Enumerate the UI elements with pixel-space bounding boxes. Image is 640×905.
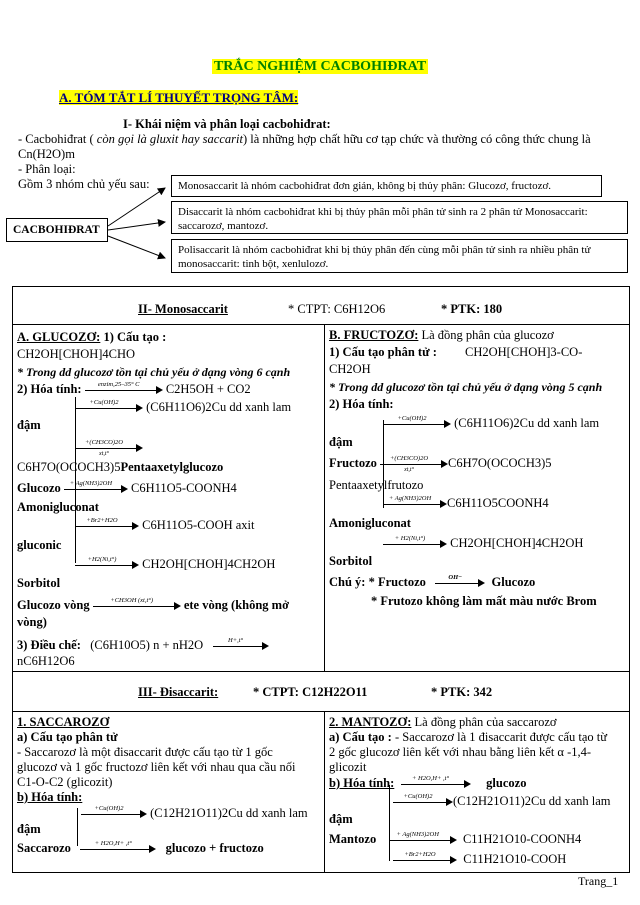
fructozo-cautao: 1) Cấu tạo phân tử : CH2OH[CHOH]3-CO- (329, 345, 583, 359)
part1-line2: Cn(H2O)m (18, 147, 75, 161)
glucozo-r4: Glucozo + Ag(NH3)2OH C6H11O5-COONH4 (17, 479, 237, 495)
glucozo-formula: CH2OH[CHOH]4CHO (17, 347, 136, 361)
fructozo-r2: Fructozo +(CH3CO)2O xt,t° C6H7O(OCOCH3)5 (329, 454, 552, 473)
saccarozo-r2: Saccarozo + H2O,H+ ,t° glucozo + fructozo (17, 839, 264, 855)
glucozo-amoni: Amonigluconat (17, 500, 99, 514)
glucozo-dam: đậm (17, 418, 41, 432)
saccarozo-d2: glucozơ và 1 gốc fructozơ liên kết với nhau qua cầu nối (17, 760, 296, 774)
fructozo-formula2: CH2OH (329, 362, 371, 376)
polisaccarit-box: Polisaccarit là nhóm cacbohiđrat khi bị thủy phân đến cùng mỗi phân tử sinh ra nhiều phân tử monosaccarit: tinh bột, xenlulozơ. (171, 239, 628, 273)
glucozo-r7: Glucozo vòng +CH3OH (xt,t°) ete vòng (không mở (17, 596, 290, 612)
glucozo-note: * Trong dd glucozơ tồn tại chủ yếu ở dạng vòng 6 cạnh (17, 365, 291, 379)
fructozo-r4: + H2(Ni,t°) CH2OH[CHOH]4CH2OH (383, 535, 583, 552)
mantozo-cautao: a) Cấu tạo : - Saccarozơ là 1 đisaccarit được cấu tạo từ (329, 730, 608, 744)
section-a-heading: A. TÓM TẮT LÍ THUYẾT TRỌNG TÂM: (59, 90, 299, 105)
classification-arrows (0, 0, 640, 300)
fructozo-tinh: 2) Hóa tính: (329, 397, 394, 411)
part1-line1: - Cacbohiđrat ( còn gọi là gluxit hay saccarit) là những hợp chất hữu cơ tạp chức và thường có công thức chung là (18, 132, 591, 146)
mantozo-d3: glicozit (329, 760, 367, 774)
part1-line4: Gồm 3 nhóm chủ yếu sau: (18, 177, 150, 191)
mantozo-dam: đậm (329, 812, 353, 826)
fructozo-amoni: Amonigluconat (329, 516, 411, 530)
glucozo-dieuche: 3) Điều chế: (C6H10O5) n + nH2O H+,t° (17, 637, 269, 654)
mantozo-r3: Mantozo + Ag(NH3)2OH C11H21O10-COONH4 (329, 830, 582, 846)
disaccarit-box: Disaccarit là nhóm cacbohiđrat khi bị thủy phân mỗi phân tử sinh ra 2 phân tử Monosaccarit: saccarozơ, mantozơ. (171, 201, 628, 234)
di-ptk: * PTK: 342 (431, 685, 493, 699)
di-ctpt: * CTPT: C12H22O11 (253, 685, 368, 699)
mono-ptk: * PTK: 180 (441, 302, 503, 316)
mantozo-r4: +Br2+H2O C11H21O10-COOH (393, 851, 566, 868)
page-footer: Trang_1 (578, 874, 619, 888)
glucozo-vong2: vòng) (17, 615, 47, 629)
di-heading: III- Đisaccarit: (138, 685, 219, 699)
glucozo-r5: +Br2+H2O C6H11O5-COOH axit (75, 517, 255, 534)
part1-line3: - Phân loại: (18, 162, 76, 176)
saccarozo-dam: đậm (17, 822, 41, 836)
fructozo-chuy: Chú ý: * Fructozo OH− Glucozo (329, 573, 536, 589)
glucozo-r3-arrow: +(CH3CO)2O xt,t° (75, 439, 143, 456)
glucozo-r6: +H2(Ni,t°) CH2OH[CHOH]4CH2OH (75, 556, 275, 573)
saccarozo-r1: +Cu(OH)2 (C12H21O11)2Cu dd xanh lam (81, 805, 308, 822)
saccarozo-tinh: b) Hóa tính: (17, 790, 83, 804)
saccarozo-heading: 1. SACCAROZƠ (17, 715, 110, 729)
fructozo-penta: Pentaaxetylfrutozo (329, 478, 424, 492)
fructozo-note: * Trong dd glucozơ tồn tại chủ yếu ở dạng vòng 5 cạnh (329, 380, 603, 394)
glucozo-r2: +Cu(OH)2 (C6H11O6)2Cu dd xanh lam (75, 399, 291, 416)
saccarozo-d3: C1-O-C2 (glicozit) (17, 775, 113, 789)
fructozo-r1: +Cu(OH)2 (C6H11O6)2Cu dd xanh lam (383, 415, 599, 432)
fructozo-sorbitol: Sorbitol (329, 554, 373, 568)
glucozo-r3: C6H7O(OCOCH3)5Pentaaxetylglucozo (17, 460, 224, 474)
saccarozo-cautao: a) Cấu tạo phân tử (17, 730, 118, 744)
page-title: TRẮC NGHIỆM CACBOHIĐRAT (213, 59, 427, 74)
content-table (12, 286, 630, 873)
part1-heading: I- Khái niệm và phân loại cacbohiđrat: (123, 117, 331, 131)
fructozo-dam: đậm (329, 435, 353, 449)
glucozo-dieuche-prod: nC6H12O6 (17, 654, 75, 668)
saccarozo-d1: - Saccarozơ là một đisaccarit được cấu tạo từ 1 gốc (17, 745, 273, 759)
glucozo-r1: 2) Hóa tính: enzim,25–35° C C2H5OH + CO2 (17, 380, 251, 396)
glucozo-gluconic: gluconic (17, 538, 62, 552)
mantozo-r1: b) Hóa tính: + H2O,H+ ,t° glucozo (329, 774, 527, 790)
fructozo-heading: B. FRUCTOZƠ: Là đồng phân của glucozơ (329, 328, 554, 342)
glucozo-heading: A. GLUCOZƠ: 1) Cấu tạo : (17, 330, 167, 344)
mantozo-r2: +Cu(OH)2 (C12H21O11)2Cu dd xanh lam (393, 793, 611, 810)
glucozo-sorbitol: Sorbitol (17, 576, 61, 590)
fructozo-r3: + Ag(NH3)2OH C6H11O5COONH4 (383, 495, 549, 512)
mono-ctpt: * CTPT: C6H12O6 (288, 302, 386, 316)
mantozo-d2: 2 gốc glucozơ liên kết với nhau bằng liên kết α -1,4- (329, 745, 592, 759)
fructozo-note2: * Frutozo không làm mất màu nước Brom (371, 594, 597, 608)
cacbohidrat-root-box: CACBOHIĐRAT (6, 218, 108, 242)
mono-heading: II- Monosaccarit (138, 302, 228, 316)
monosaccarit-box: Monosaccarit là nhóm cacbohiđrat đơn giản, không bị thủy phân: Glucozơ, fructozơ. (171, 175, 602, 197)
mantozo-heading: 2. MANTOZƠ: Là đồng phân của saccarozơ (329, 715, 557, 729)
